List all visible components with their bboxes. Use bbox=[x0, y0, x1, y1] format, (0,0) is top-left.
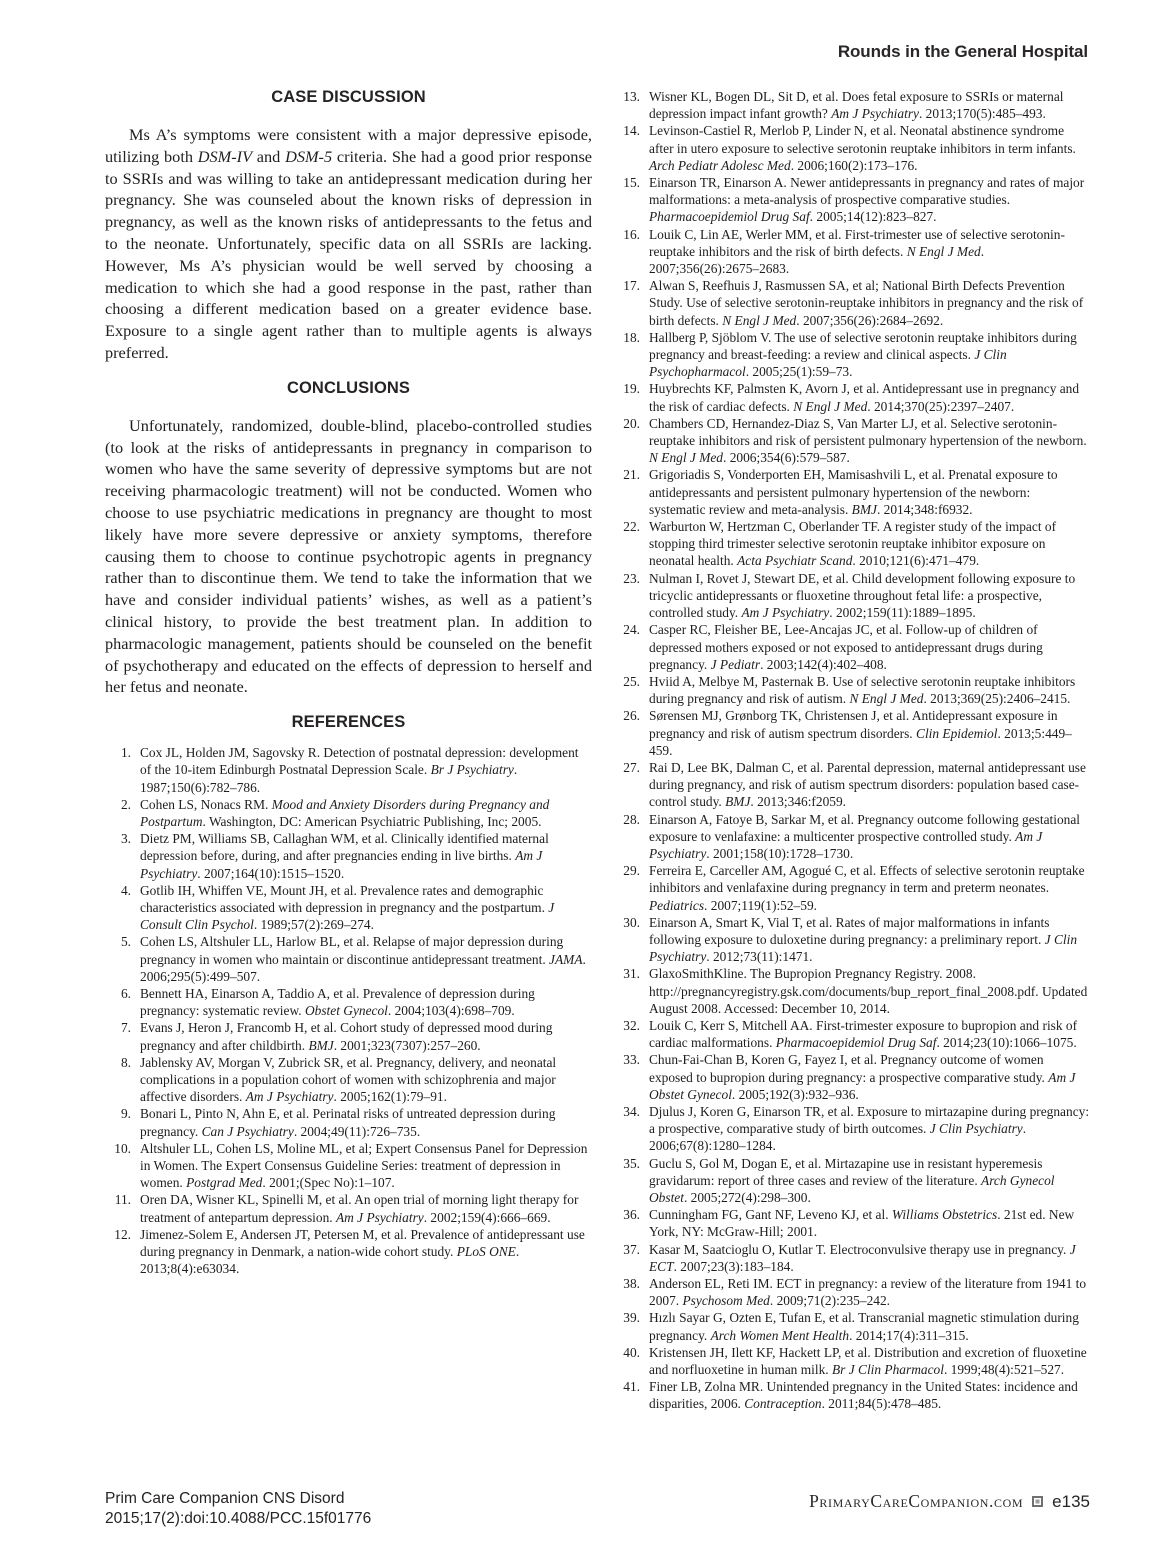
reference-number: 29. bbox=[623, 863, 640, 879]
reference-item bbox=[614, 1017, 1090, 1051]
reference-number: 23. bbox=[623, 570, 640, 586]
reference-number: 19. bbox=[623, 381, 640, 397]
reference-item bbox=[614, 88, 1090, 122]
reference-item bbox=[614, 277, 1090, 329]
reference-text: Bennett HA, Einarson A, Taddio A, et al. Prevalence of depression during pregnancy: systematic review. Obstet Gynecol. 2004;103(4):698–709. bbox=[140, 985, 535, 1019]
reference-number: 2. bbox=[120, 796, 131, 812]
reference-text: Kasar M, Saatcioglu O, Kutlar T. Electroconvulsive therapy use in pregnancy. J ECT. 2007;23(3):183–184. bbox=[649, 1241, 1076, 1274]
reference-item bbox=[614, 811, 1090, 863]
reference-item bbox=[105, 796, 592, 830]
reference-text: Hviid A, Melbye M, Pasternak B. Use of selective serotonin reuptake inhibitors during pregnancy and risk of autism. N Engl J Med. 2013;369(25):2406–2415. bbox=[649, 673, 1076, 707]
reference-number: 15. bbox=[623, 175, 640, 191]
reference-number: 8. bbox=[120, 1054, 131, 1070]
reference-text: Ferreira E, Carceller AM, Agogué C, et al. Effects of selective serotonin reuptake inhibitors and venlafaxine during pregnancy in term and preterm neonates. Pediatrics. 2007;119(1):52–59. bbox=[649, 863, 1085, 913]
reference-text: Chambers CD, Hernandez-Diaz S, Van Marter LJ, et al. Selective serotonin-reuptake inhibitors and risk of persistent pulmonary hypertension of the newborn. N Engl J Med. 2006;354(6):579–587. bbox=[649, 415, 1087, 466]
reference-text: Cohen LS, Altshuler LL, Harlow BL, et al. Relapse of major depression during pregnancy in women who maintain or discontinue antidepressant treatment. JAMA. 2006;295(5):499–507. bbox=[140, 934, 586, 984]
section-title-conclusions: CONCLUSIONS bbox=[286, 378, 411, 397]
reference-number: 21. bbox=[623, 467, 640, 483]
reference-number: 13. bbox=[623, 89, 640, 104]
reference-number: 35. bbox=[623, 1155, 640, 1171]
reference-item bbox=[614, 862, 1090, 914]
reference-item bbox=[614, 1378, 1090, 1412]
reference-number: 3. bbox=[120, 831, 131, 847]
running-head: Rounds in the General Hospital bbox=[837, 42, 1088, 61]
reference-item bbox=[614, 1309, 1090, 1343]
reference-text: Guclu S, Gol M, Dogan E, et al. Mirtazapine use in resistant hyperemesis gravidarum: report of three cases and review of the literature. Arch Gynecol Obstet. 2005;272(4):298–300. bbox=[649, 1155, 1055, 1205]
reference-text: Hallberg P, Sjöblom V. The use of selective serotonin reuptake inhibitors during pregnancy and breast-feeding: a review and clinical aspects. J Clin Psychopharmacol. 2005;25(1):59–73. bbox=[649, 329, 1077, 380]
reference-number: 28. bbox=[623, 811, 640, 827]
reference-text: Cohen LS, Nonacs RM. Mood and Anxiety Disorders during Pregnancy and Postpartum. Washington, DC: American Psychiatric Publishing, Inc; 2005. bbox=[140, 796, 550, 829]
reference-item bbox=[614, 1155, 1090, 1207]
reference-item bbox=[614, 965, 1090, 1017]
reference-number: 10. bbox=[114, 1140, 131, 1156]
reference-item bbox=[614, 1344, 1090, 1378]
reference-number: 36. bbox=[623, 1207, 640, 1223]
reference-text: Anderson EL, Reti IM. ECT in pregnancy: a review of the literature from 1941 to 2007. Psychosom Med. 2009;71(2):235–242. bbox=[649, 1276, 1087, 1309]
reference-number: 24. bbox=[623, 622, 640, 638]
reference-number: 6. bbox=[120, 985, 131, 1001]
journal-doi: 2015;17(2):doi:10.4088/PCC.15f01776 bbox=[105, 1510, 372, 1527]
reference-number: 41. bbox=[623, 1379, 640, 1395]
reference-item bbox=[105, 985, 592, 1019]
reference-number: 37. bbox=[623, 1241, 640, 1257]
reference-number: 39. bbox=[623, 1310, 640, 1326]
reference-item bbox=[614, 707, 1090, 759]
reference-item bbox=[614, 914, 1090, 966]
reference-item bbox=[105, 1226, 592, 1278]
reference-text: Alwan S, Reefhuis J, Rasmussen SA, et al; National Birth Defects Prevention Study. Use of selective serotonin-reuptake inhibitors in pregnancy and the risk of birth defects. N Engl J Med. 2007;356(26):2684–2692. bbox=[649, 278, 1084, 328]
reference-item bbox=[614, 1051, 1090, 1103]
reference-number: 40. bbox=[623, 1344, 640, 1360]
reference-text: Cunningham FG, Gant NF, Leveno KJ, et al. Williams Obstetrics. 21st ed. New York, NY: McGraw-Hill; 2001. bbox=[649, 1207, 1075, 1240]
reference-text: Hızlı Sayar G, Ozten E, Tufan E, et al. Transcranial magnetic stimulation during pregnancy. Arch Women Ment Health. 2014;17(4):311–315. bbox=[649, 1310, 1079, 1343]
reference-text: Dietz PM, Williams SB, Callaghan WM, et al. Clinically identified maternal depression before, during, and after pregnancies ending in live births. Am J Psychiatry. 2007;164(10):1515–1520. bbox=[140, 831, 549, 881]
reference-item bbox=[614, 174, 1090, 226]
footer-right bbox=[809, 1491, 1090, 1512]
reference-item bbox=[105, 882, 592, 934]
reference-number: 18. bbox=[623, 329, 640, 345]
framed-square-icon bbox=[1032, 1496, 1043, 1507]
section-title-case-discussion: CASE DISCUSSION bbox=[271, 88, 426, 106]
reference-text: Kristensen JH, Ilett KF, Hackett LP, et al. Distribution and excretion of fluoxetine and norfluoxetine in human milk. Br J Clin Pharmacol. 1999;48(4):521–527. bbox=[649, 1344, 1087, 1378]
reference-item bbox=[614, 380, 1090, 414]
reference-text: Djulus J, Koren G, Einarson TR, et al. Exposure to mirtazapine during pregnancy: a prospective, comparative study of birth outcomes. J Clin Psychiatry. 2006;67(8):1280–1284. bbox=[649, 1103, 1090, 1154]
reference-text: Levinson-Castiel R, Merlob P, Linder N, et al. Neonatal abstinence syndrome after in utero exposure to selective serotonin reuptake inhibitors in term infants. Arch Pediatr Adolesc Med. 2006;160(2):173–176. bbox=[649, 123, 1076, 173]
reference-item bbox=[614, 621, 1090, 673]
reference-text: Jimenez-Solem E, Andersen JT, Petersen M, et al. Prevalence of antidepressant use during pregnancy in Denmark, a nation-wide cohort study. PLoS ONE. 2013;8(4):e63034. bbox=[140, 1226, 585, 1277]
reference-number: 38. bbox=[623, 1276, 640, 1292]
reference-number: 32. bbox=[623, 1017, 640, 1033]
reference-number: 25. bbox=[623, 673, 640, 689]
reference-text: Einarson TR, Einarson A. Newer antidepressants in pregnancy and rates of major malformations: a meta-analysis of prospective comparative studies. Pharmacoepidemiol Drug Saf. 2005;14(12):823–827. bbox=[649, 175, 1085, 225]
page-footer bbox=[105, 1489, 1090, 1529]
conclusions-paragraph: Unfortunately, randomized, double-blind, placebo-controlled studies (to look at the risks of antidepressants in pregnancy in comparison to women who have the same severity of depressive symptoms but are not receiving pharmacologic treatment) will not be conducted. Women who choose to use psychiatric medications in pregnancy are thought to most likely have more severe depressive or anxiety symptoms, therefore causing them to choose to continue psychotropic agents in pregnancy rather than to discontinue them. We tend to take the information that we have and consider individual patients’ wishes, as well as a patient’s clinical history, to provide the best treatment plan. In addition to pharmacologic management, patients should be counseled on the benefit of psychotherapy and educated on the effects of depression to herself and her fetus and neonate. bbox=[105, 415, 592, 697]
references-list-left bbox=[105, 744, 592, 1277]
reference-item bbox=[105, 1191, 592, 1225]
reference-item bbox=[614, 466, 1090, 518]
two-column-body bbox=[105, 88, 1090, 1413]
reference-item bbox=[105, 830, 592, 882]
journal-name: Prim Care Companion CNS Disord bbox=[105, 1490, 345, 1507]
reference-item bbox=[614, 329, 1090, 381]
reference-number: 16. bbox=[623, 226, 640, 242]
reference-number: 26. bbox=[623, 708, 640, 724]
journal-citation bbox=[105, 1489, 371, 1529]
reference-item bbox=[105, 1140, 592, 1192]
reference-number: 14. bbox=[623, 123, 640, 139]
page-number: e135 bbox=[1052, 1491, 1090, 1511]
reference-number: 30. bbox=[623, 914, 640, 930]
reference-text: Grigoriadis S, Vonderporten EH, Mamisashvili L, et al. Prenatal exposure to antidepressants and persistent pulmonary hypertension of the newborn: systematic review and meta-analysis. BMJ. 2014;348:f6932. bbox=[649, 467, 1058, 517]
reference-number: 22. bbox=[623, 519, 640, 535]
reference-text: Evans J, Heron J, Francomb H, et al. Cohort study of depressed mood during pregnancy and after childbirth. BMJ. 2001;323(7307):257–260. bbox=[140, 1020, 553, 1053]
reference-text: Einarson A, Smart K, Vial T, et al. Rates of major malformations in infants following exposure to duloxetine during pregnancy: a preliminary report. J Clin Psychiatry. 2012;73(11):1471. bbox=[649, 914, 1078, 965]
reference-number: 9. bbox=[120, 1106, 131, 1122]
reference-item bbox=[614, 1103, 1090, 1155]
reference-text: Nulman I, Rovet J, Stewart DE, et al. Child development following exposure to tricyclic antidepressants or fluoxetine throughout fetal life: a prospective, controlled study. Am J Psychiatry. 2002;159(11):1889–1895. bbox=[649, 570, 1076, 621]
reference-text: Finer LB, Zolna MR. Unintended pregnancy in the United States: incidence and disparities, 2006. Contraception. 2011;84(5):478–485. bbox=[649, 1379, 1078, 1412]
reference-text: Chun-Fai-Chan B, Koren G, Fayez I, et al. Pregnancy outcome of women exposed to bupropion during pregnancy: a prospective comparative study. Am J Obstet Gynecol. 2005;192(3):932–936. bbox=[649, 1052, 1076, 1102]
reference-item bbox=[105, 1105, 592, 1139]
reference-item bbox=[614, 1206, 1090, 1240]
reference-item bbox=[614, 673, 1090, 707]
reference-item bbox=[105, 933, 592, 985]
reference-number: 34. bbox=[623, 1103, 640, 1119]
reference-number: 33. bbox=[623, 1052, 640, 1068]
reference-item bbox=[105, 1054, 592, 1106]
right-column bbox=[614, 88, 1090, 1413]
reference-text: Warburton W, Hertzman C, Oberlander TF. A register study of the impact of stopping third trimester selective serotonin reuptake inhibitor exposure on neonatal health. Acta Psychiatr Scand. 2010;121(6):471–479. bbox=[649, 519, 1057, 569]
reference-text: Sørensen MJ, Grønborg TK, Christensen J, et al. Antidepressant exposure in pregnancy and risk of autism spectrum disorders. Clin Epidemiol. 2013;5:449–459. bbox=[649, 708, 1072, 758]
reference-item bbox=[614, 226, 1090, 278]
reference-text: Oren DA, Wisner KL, Spinelli M, et al. An open trial of morning light therapy for treatment of antepartum depression. Am J Psychiatry. 2002;159(4):666–669. bbox=[140, 1192, 579, 1225]
reference-text: Gotlib IH, Whiffen VE, Mount JH, et al. Prevalence rates and demographic characteristics associated with depression in pregnancy and the postpartum. J Consult Clin Psychol. 1989;57(2):269–274. bbox=[140, 882, 555, 933]
reference-text: GlaxoSmithKline. The Bupropion Pregnancy Registry. 2008. http://pregnancyregistry.gsk.com/documents/bup_report_final_2008.pdf. Updated August 2008. Accessed: December 10, 2014. bbox=[649, 966, 1088, 1016]
reference-text: Casper RC, Fleisher BE, Lee-Ancajas JC, et al. Follow-up of children of depressed mothers exposed or not exposed to antidepressant drugs during pregnancy. J Pediatr. 2003;142(4):402–408. bbox=[649, 622, 1043, 672]
section-title-references: REFERENCES bbox=[291, 713, 406, 732]
reference-item bbox=[105, 1019, 592, 1053]
reference-text: Jablensky AV, Morgan V, Zubrick SR, et al. Pregnancy, delivery, and neonatal complications in a population cohort of women with schizophrenia and major affective disorders. Am J Psychiatry. 2005;162(1):79–91. bbox=[140, 1054, 557, 1105]
references-list-right bbox=[614, 88, 1090, 1413]
reference-text: Huybrechts KF, Palmsten K, Avorn J, et al. Antidepressant use in pregnancy and the risk of cardiac defects. N Engl J Med. 2014;370(25):2397–2407. bbox=[649, 381, 1080, 414]
reference-number: 17. bbox=[623, 278, 640, 294]
reference-text: Rai D, Lee BK, Dalman C, et al. Parental depression, maternal antidepressant use during pregnancy, and risk of autism spectrum disorders: population based case-control study. BMJ. 2013;346:f2059. bbox=[649, 759, 1086, 810]
reference-item bbox=[614, 122, 1090, 174]
reference-text: Wisner KL, Bogen DL, Sit D, et al. Does fetal exposure to SSRIs or maternal depression impact infant growth? Am J Psychiatry. 2013;170(5):485–493. bbox=[649, 89, 1064, 122]
reference-item bbox=[614, 570, 1090, 622]
journal-website: PrimaryCareCompanion.com bbox=[809, 1491, 1024, 1511]
reference-number: 11. bbox=[114, 1192, 131, 1208]
reference-text: Altshuler LL, Cohen LS, Moline ML, et al; Expert Consensus Panel for Depression in Women. The Expert Consensus Guideline Series: treatment of depression in women. Postgrad Med. 2001;(Spec No):1–107. bbox=[140, 1140, 588, 1191]
reference-item bbox=[614, 759, 1090, 811]
reference-number: 20. bbox=[623, 415, 640, 431]
reference-number: 7. bbox=[120, 1020, 131, 1036]
reference-text: Louik C, Kerr S, Mitchell AA. First-trimester exposure to bupropion and risk of cardiac malformations. Pharmacoepidemiol Drug Saf. 2014;23(10):1066–1075. bbox=[649, 1017, 1078, 1051]
reference-item bbox=[614, 415, 1090, 467]
case-discussion-paragraph: Ms A’s symptoms were consistent with a major depressive episode, utilizing both DSM-IV and DSM-5 criteria. She had a good prior response to SSRIs and was willing to take an antidepressant medication during her pregnancy. She was counseled about the known risks of depression in pregnancy, as well as the known risks of antidepressants to the fetus and to the neonate. Unfortunately, specific data on all SSRIs are lacking. However, Ms A’s physician would be well served by choosing a medication to which she had a good response in the past, rather than choosing a different medication based on a greater evidence base. Exposure to a single agent rather than to multiple agents is always preferred. bbox=[105, 125, 593, 362]
reference-number: 12. bbox=[114, 1226, 131, 1242]
left-column bbox=[105, 88, 592, 1413]
reference-number: 31. bbox=[623, 966, 640, 982]
reference-text: Einarson A, Fatoye B, Sarkar M, et al. Pregnancy outcome following gestational exposure to venlafaxine: a multicenter prospective controlled study. Am J Psychiatry. 2001;158(10):1728–1730. bbox=[649, 811, 1081, 861]
reference-number: 27. bbox=[623, 759, 640, 775]
reference-number: 5. bbox=[120, 934, 131, 950]
reference-item bbox=[614, 1275, 1090, 1309]
reference-item bbox=[105, 744, 592, 796]
reference-number: 4. bbox=[120, 882, 131, 898]
reference-item bbox=[614, 518, 1090, 570]
reference-text: Bonari L, Pinto N, Ahn E, et al. Perinatal risks of untreated depression during pregnancy. Can J Psychiatry. 2004;49(11):726–735. bbox=[140, 1106, 556, 1139]
reference-text: Louik C, Lin AE, Werler MM, et al. First-trimester use of selective serotonin-reuptake inhibitors and the risk of birth defects. N Engl J Med. 2007;356(26):2675–2683. bbox=[649, 226, 1065, 277]
reference-text: Cox JL, Holden JM, Sagovsky R. Detection of postnatal depression: development of the 10-item Edinburgh Postnatal Depression Scale. Br J Psychiatry. 1987;150(6):782–786. bbox=[140, 745, 579, 795]
reference-number: 1. bbox=[120, 745, 131, 761]
reference-item bbox=[614, 1241, 1090, 1275]
